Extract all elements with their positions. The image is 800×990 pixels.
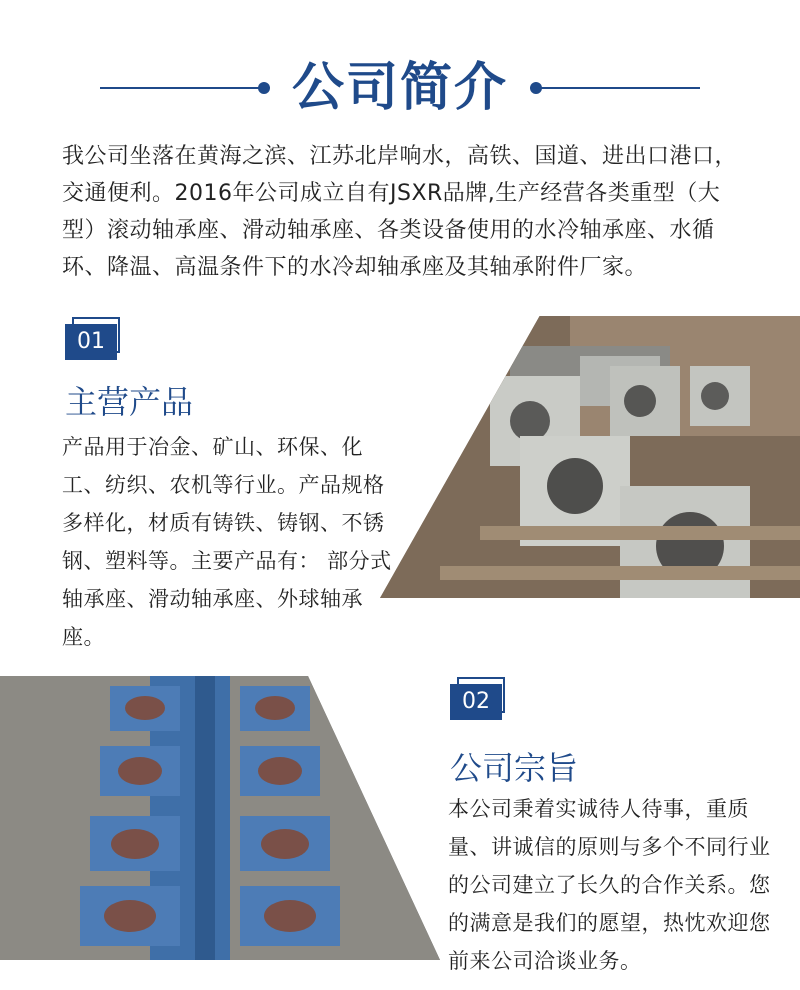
title-row xyxy=(0,48,800,128)
blue-housings-illustration xyxy=(0,676,440,960)
section1-title: 主营产品 xyxy=(65,383,194,421)
section2-text: 本公司秉着实诚待人待事，重质量、讲诚信的原则与多个不同行业的公司建立了长久的合作关系。您的满意是我们的愿望，热忱欢迎您前来公司洽谈业务。 xyxy=(448,797,771,973)
section1-text: 产品用于冶金、矿山、环保、化工、纺织、农机等行业。产品规格多样化，材质有铸铁、铸钢、不锈钢、塑料等。主要产品有： 部分式轴承座、滑动轴承座、外球轴承座。 xyxy=(62,435,392,649)
product-photo-blue-housings xyxy=(0,676,440,960)
section1-number-badge: 01 xyxy=(65,324,117,360)
product-photo-bearing-housings xyxy=(380,316,800,598)
section2-title: 公司宗旨 xyxy=(450,749,579,787)
section2-number-badge: 02 xyxy=(450,684,502,720)
title-divider-right xyxy=(540,87,700,89)
product-photo-illustration xyxy=(380,316,800,598)
page-title: 公司简介 xyxy=(291,58,508,118)
company-intro-text: 我公司坐落在黄海之滨、江苏北岸响水，高铁、国道、进出口港口，交通便利。2016年公司成立自有JSXR品牌,生产经营各类重型（大型）滚动轴承座、滑动轴承座、各类设备使用的水冷轴承座、水循环、降温、高温条件下的水冷却轴承座及其轴承附件厂家。 xyxy=(62,144,738,280)
